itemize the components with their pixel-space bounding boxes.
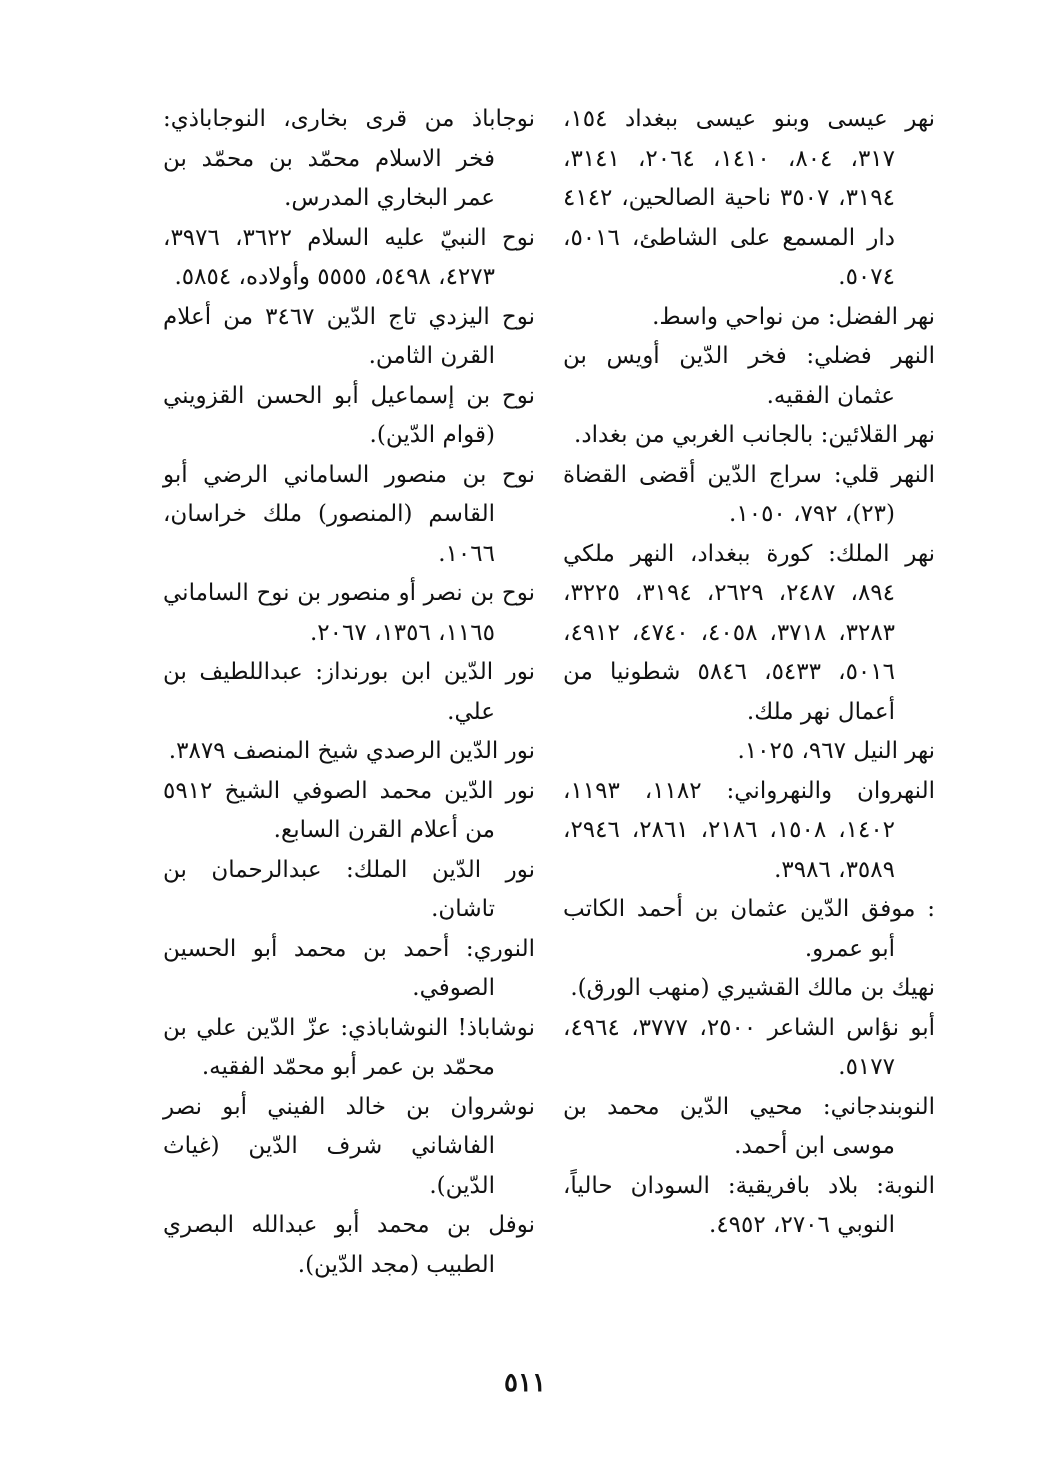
index-entry: نهر القلائين: بالجانب الغربي من بغداد. [574,422,935,448]
index-entry: نهر الفضل: من نواحي واسط. [652,303,935,330]
index-entry: النهروان والنهرواني: ١١٨٢، ١١٩٣، ١٤٠٢، ١٥٠٨، ٢١٨٦، ٢٨٦١، ٢٩٤٦، ٣٥٨٩، ٣٩٨٦. [563,777,935,883]
page-number: ٥١١ [504,1368,546,1398]
index-entry: أبو نؤاس الشاعر ٢٥٠٠، ٣٧٧٧، ٤٩٦٤، ٥١٧٧. [563,1014,936,1080]
index-entry: النهر فضلي: فخر الدّين أويس بن عثمان الفقيه. [563,343,935,409]
index-entry: نهيك بن مالك القشيري (منهب الورق). [570,975,935,1001]
index-entry: نور الدّين الملك: عبدالرحمان بن تاشان. [163,856,535,922]
index-entry: نوح بن إسماعيل أبو الحسن القزويني (قوام الدّين). [163,382,535,448]
index-entry: النوري: أحمد بن محمد أبو الحسين الصوفي. [163,935,535,1001]
index-entry: النوبة: بلاد بافريقية: السودان حالياً، النوبي ٢٧٠٦، ٤٩٥٢. [563,1172,935,1238]
index-entry: نوجاباذ من قرى بخارى، النوجاباذي: فخر الاسلام محمّد بن محمّد بن عمر البخاري المدرس. [163,106,535,211]
index-entry: نوح بن منصور الساماني الرضي أبو القاسم (المنصور) ملك خراسان، ١٠٦٦. [163,461,535,567]
index-entry: نهر الملك: كورة ببغداد، النهر ملكي ٨٩٤، ٢٤٨٧، ٢٦٢٩، ٣١٩٤، ٣٢٢٥، ٣٢٨٣، ٣٧١٨، ٤٠٥٨، ٤٧٤٠، ٤٩١٢، ٥٠١٦، ٥٤٣٣، ٥٨٤٦ شطونيا من أعمال نهر ملك. [563,540,935,725]
index-entry: : موفق الدّين عثمان بن أحمد الكاتب أبو عمرو. [563,896,935,962]
index-entry: نوح بن نصر أو منصور بن نوح الساماني ١١٦٥، ١٣٥٦، ٢٠٦٧. [163,580,535,646]
index-entry: نوشاباذ! النوشاباذي: عزّ الدّين علي بن محمّد بن عمر أبو محمّد الفقيه. [163,1014,535,1080]
index-entry: نوفل بن محمد أبو عبدالله البصري الطبيب (مجد الدّين). [163,1212,535,1278]
left-column [163,100,535,1285]
index-entry: نهر عيسى وبنو عيسى ببغداد ١٥٤، ٣١٧، ٨٠٤، ١٤١٠، ٢٠٦٤، ٣١٤١، ٣١٩٤، ٣٥٠٧ ناحية الصالحين، ٤١٤٢ دار المسمع على الشاطئ، ٥٠١٦، ٥٠٧٤. [563,106,935,290]
index-entry: النوبندجاني: محيي الدّين محمد بن موسى ابن أحمد. [563,1093,935,1159]
index-entry: نور الدّين الرصدي شيخ المنصف ٣٨٧٩. [168,738,535,764]
index-entry: نوح النبيّ عليه السلام ٣٦٢٢، ٣٩٧٦، ٤٢٧٣، ٥٤٩٨، ٥٥٥٥ وأولاده، ٥٨٥٤. [163,224,536,290]
index-entry: نهر النيل ٩٦٧، ١٠٢٥. [737,738,935,764]
index-entry: نور الدّين محمد الصوفي الشيخ ٥٩١٢ من أعلام القرن السابع. [163,777,535,843]
index-entry: نوح اليزدي تاج الدّين ٣٤٦٧ من أعلام القرن الثامن. [163,303,535,369]
index-entry: نوشروان بن خالد الفيني أبو نصر الفاشاني شرف الدّين (غياث الدّين). [163,1093,535,1199]
index-entry: النهر قلي: سراج الدّين أقضى القضاة (٢٣)، ٧٩٢، ١٠٥٠. [563,461,935,527]
index-entry: نور الدّين ابن بورنداز: عبداللطيف بن علي. [163,659,535,725]
right-column [563,100,935,1246]
